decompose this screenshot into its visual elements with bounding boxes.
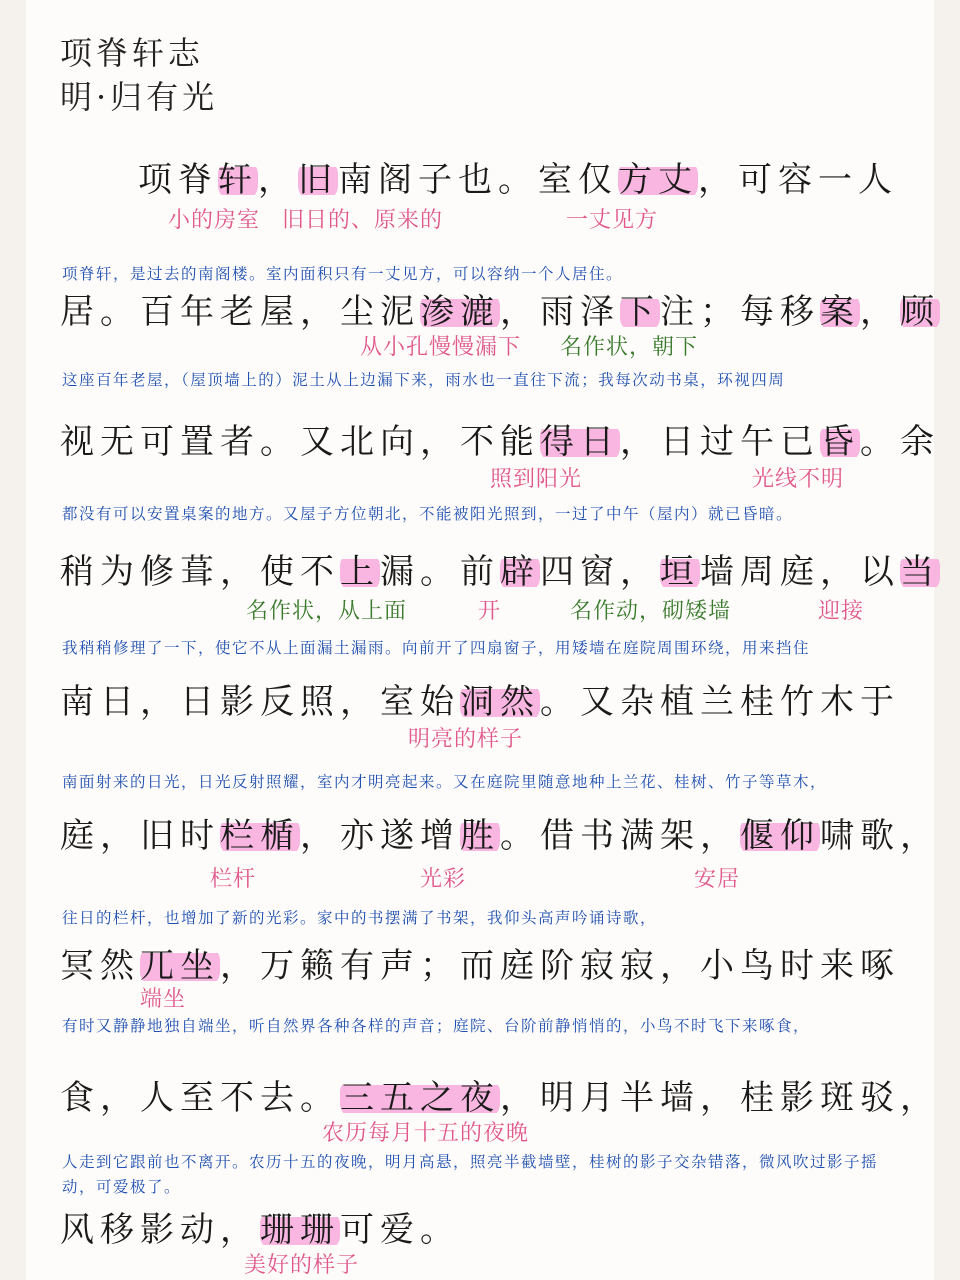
highlighted-word: 垣 — [660, 552, 700, 592]
annotation-note: 从小孔慢慢漏下 — [360, 335, 522, 360]
annotation-note: 栏杆 — [210, 867, 257, 892]
translation-text: 项脊轩，是过去的南阁楼。室内面积只有一丈见方，可以容纳一个人居住。 — [62, 265, 624, 283]
highlighted-word: 三五之夜 — [340, 1078, 500, 1118]
translation-text: 都没有可以安置桌案的地方。又屋子方位朝北，不能被阳光照到，一过了中午（屋内）就已昏暗。 — [62, 505, 794, 523]
annotation-note: 一丈见方 — [566, 208, 659, 233]
text-segment: 墙周庭，以 — [700, 552, 900, 592]
annotation-note: 光彩 — [420, 867, 467, 892]
translation-text: 我稍稍修理了一下，使它不从上面漏土漏雨。向前开了四扇窗子，用矮墙在庭院周围环绕，用来挡住 — [62, 639, 811, 657]
translation-text: 人走到它跟前也不离开。农历十五的夜晚，明月高悬，照亮半截墙壁，桂树的影子交杂错落，微风吹过影子摇动，可爱极了。 — [62, 1153, 879, 1196]
essay-title: 项脊轩志 — [60, 34, 205, 72]
text-line-6 — [60, 814, 940, 858]
translation-text: 南面射来的日光，日光反射照耀，室内才明亮起来。又在庭院里随意地种上兰花、桂树、竹子等草木， — [62, 773, 828, 791]
text-segment: 啸歌， — [820, 816, 940, 856]
text-segment: ，日过午已 — [620, 422, 820, 462]
text-segment: 项脊 — [138, 160, 218, 200]
essay-author: 明·归有光 — [60, 78, 219, 116]
highlighted-word: 兀坐 — [140, 946, 220, 986]
highlighted-word: 珊珊 — [260, 1210, 340, 1250]
annotation-note: 安居 — [694, 867, 741, 892]
text-segment: 漏。前 — [380, 552, 500, 592]
highlighted-word: 偃仰 — [740, 816, 820, 856]
annotation-note: 名作状，从上面 — [246, 599, 408, 624]
highlighted-word: 洞然 — [460, 682, 540, 722]
text-segment: 南阁子也。室仅 — [338, 160, 618, 200]
text-segment: 居。百年老屋，尘泥 — [60, 292, 420, 332]
highlighted-word: 上 — [340, 552, 380, 592]
translation-text: 这座百年老屋，（屋顶墙上的）泥土从上边漏下来，雨水也一直往下流；我每次动书桌，环视四周 — [62, 371, 786, 389]
text-segment: 注；每移 — [660, 292, 820, 332]
text-segment: 南日，日影反照，室始 — [60, 682, 460, 722]
text-line-5 — [60, 680, 900, 724]
highlighted-word: 方丈 — [618, 160, 698, 200]
text-segment: ，亦遂增 — [300, 816, 460, 856]
text-segment: 视无可置者。又北向，不能 — [60, 422, 540, 462]
highlighted-word: 轩 — [218, 160, 258, 200]
text-line-8 — [60, 1076, 940, 1120]
annotation-note: 端坐 — [140, 987, 187, 1012]
highlighted-word: 辟 — [500, 552, 540, 592]
text-segment: 。借书满架， — [500, 816, 740, 856]
highlighted-word: 下 — [620, 292, 660, 332]
text-segment: 。余 — [860, 422, 940, 462]
text-segment: 可爱。 — [340, 1210, 460, 1250]
text-segment: ， — [860, 292, 900, 332]
text-line-4 — [60, 550, 940, 594]
text-segment: ，万籁有声；而庭阶寂寂，小鸟时来啄 — [220, 946, 900, 986]
translation-text: 往日的栏杆，也增加了新的光彩。家中的书摆满了书架，我仰头高声吟诵诗歌， — [62, 909, 658, 927]
highlighted-word: 顾 — [900, 292, 940, 332]
highlighted-word: 渗漉 — [420, 292, 500, 332]
text-segment: 四窗， — [540, 552, 660, 592]
text-line-2 — [60, 290, 940, 334]
text-segment: ，明月半墙，桂影斑驳， — [500, 1078, 940, 1118]
translation-text: 有时又静静地独自端坐，听自然界各种各样的声音；庭院、台阶前静悄悄的，小鸟不时飞下来啄食， — [62, 1017, 811, 1035]
annotation-note: 迎接 — [818, 599, 865, 624]
annotation-note: 名作动，砌矮墙 — [570, 599, 732, 624]
highlighted-word: 得日 — [540, 422, 620, 462]
annotation-note: 小的房室 — [168, 208, 261, 233]
annotation-note: 美好的样子 — [244, 1253, 360, 1278]
text-segment: 冥然 — [60, 946, 140, 986]
annotation-note: 明亮的样子 — [408, 727, 524, 752]
annotation-note: 农历每月十五的夜晚 — [322, 1121, 530, 1146]
annotation-note: 光线不明 — [752, 467, 845, 492]
text-line-3 — [60, 420, 940, 464]
text-segment: 稍为修葺，使不 — [60, 552, 340, 592]
text-segment: 食，人至不去。 — [60, 1078, 340, 1118]
highlighted-word: 当 — [900, 552, 940, 592]
text-segment: 庭，旧时 — [60, 816, 220, 856]
annotation-note: 照到阳光 — [490, 467, 583, 492]
text-line-1 — [138, 158, 898, 202]
highlighted-word: 胜 — [460, 816, 500, 856]
highlighted-word: 昏 — [820, 422, 860, 462]
annotation-note: 名作状，朝下 — [560, 335, 699, 360]
text-segment: ，雨泽 — [500, 292, 620, 332]
highlighted-word: 栏楯 — [220, 816, 300, 856]
highlighted-word: 旧 — [298, 160, 338, 200]
text-segment: ， — [258, 160, 298, 200]
text-segment: ，可容一人 — [698, 160, 898, 200]
annotation-note: 旧日的、原来的 — [282, 208, 444, 233]
highlighted-word: 案 — [820, 292, 860, 332]
text-line-9 — [60, 1208, 460, 1252]
text-segment: 风移影动， — [60, 1210, 260, 1250]
text-segment: 。又杂植兰桂竹木于 — [540, 682, 900, 722]
annotation-note: 开 — [478, 599, 502, 624]
